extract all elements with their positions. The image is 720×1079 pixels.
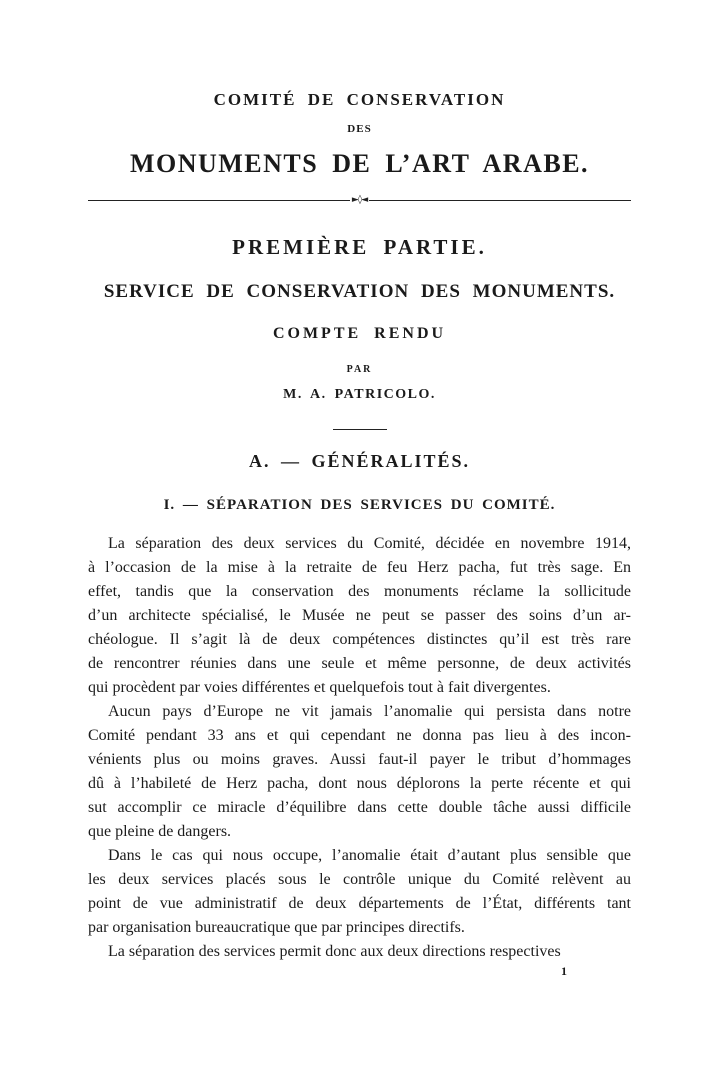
section-heading-a: A. — GÉNÉRALITÉS. xyxy=(248,451,471,471)
section-heading-i: I. — SÉPARATION DES SERVICES DU COMITÉ. xyxy=(163,497,556,513)
divider-rule-left xyxy=(88,200,350,201)
report-title: COMPTE RENDU xyxy=(272,325,447,342)
paragraph-line: sut accomplir ce miracle d’équilibre dans cette double tâche aussi difficile xyxy=(88,799,631,816)
monuments-title: MONUMENTS DE L’ART ARABE. xyxy=(129,149,590,178)
paragraph-line: Aucun pays d’Europe ne vit jamais l’anomalie qui persista dans notre xyxy=(108,703,631,720)
paragraph-line: dû à l’habileté de Herz pacha, dont nous déplorons la perte récente et qui xyxy=(88,775,631,792)
paragraph-line: par organisation bureaucratique que par principes directifs. xyxy=(88,919,465,936)
paragraph-line: les deux services placés sous le contrôle unique du Comité relèvent au xyxy=(88,871,631,888)
author-name: M. A. PATRICOLO. xyxy=(283,387,436,402)
paragraph-line: effet, tandis que la conservation des monuments réclame la sollicitude xyxy=(88,583,631,600)
header-divider xyxy=(88,194,631,206)
paragraph-line: à l’occasion de la mise à la retraite de feu Herz pacha, fut très sage. En xyxy=(88,559,631,576)
paragraph-line: vénients plus ou moins graves. Aussi faut-il payer le tribut d’hommages xyxy=(88,751,631,768)
paragraph-line: La séparation des deux services du Comité, décidée en novembre 1914, xyxy=(108,535,631,552)
paragraph-line: qui procèdent par voies différentes et quelquefois tout à fait divergentes. xyxy=(88,679,551,696)
divider-rule-right xyxy=(369,200,631,201)
committee-title: COMITÉ DE CONSERVATION xyxy=(213,90,506,109)
paragraph-line: Comité pendant 33 ans et qui cependant ne donna pas lieu à des incon- xyxy=(88,727,631,744)
paragraph-line: La séparation des services permit donc aux deux directions respectives xyxy=(108,943,561,960)
page-number: 1 xyxy=(561,964,567,978)
by-label: PAR xyxy=(346,364,373,375)
page-content xyxy=(88,90,631,964)
paragraph-line: d’un architecte spécialisé, le Musée ne peut se passer des soins d’un ar- xyxy=(88,607,631,624)
divider-ornament-icon: ►◊◄ xyxy=(351,194,368,205)
paragraph-line: Dans le cas qui nous occupe, l’anomalie était d’autant plus sensible que xyxy=(108,847,631,864)
paragraph-line: que pleine de dangers. xyxy=(88,823,232,840)
part-title: PREMIÈRE PARTIE. xyxy=(232,235,487,259)
paragraph-line: point de vue administratif de deux départements de l’État, différents tant xyxy=(88,895,631,912)
body-paragraphs xyxy=(88,532,631,964)
separator-rule xyxy=(333,429,387,430)
paragraph-line: chéologue. Il s’agit là de deux compétences distinctes qu’il est très rare xyxy=(88,631,631,648)
service-title: SERVICE DE CONSERVATION DES MONUMENTS. xyxy=(103,281,616,302)
paragraph-line: de rencontrer réunies dans une seule et même personne, de deux activités xyxy=(88,655,631,672)
des-label: DES xyxy=(347,123,372,135)
